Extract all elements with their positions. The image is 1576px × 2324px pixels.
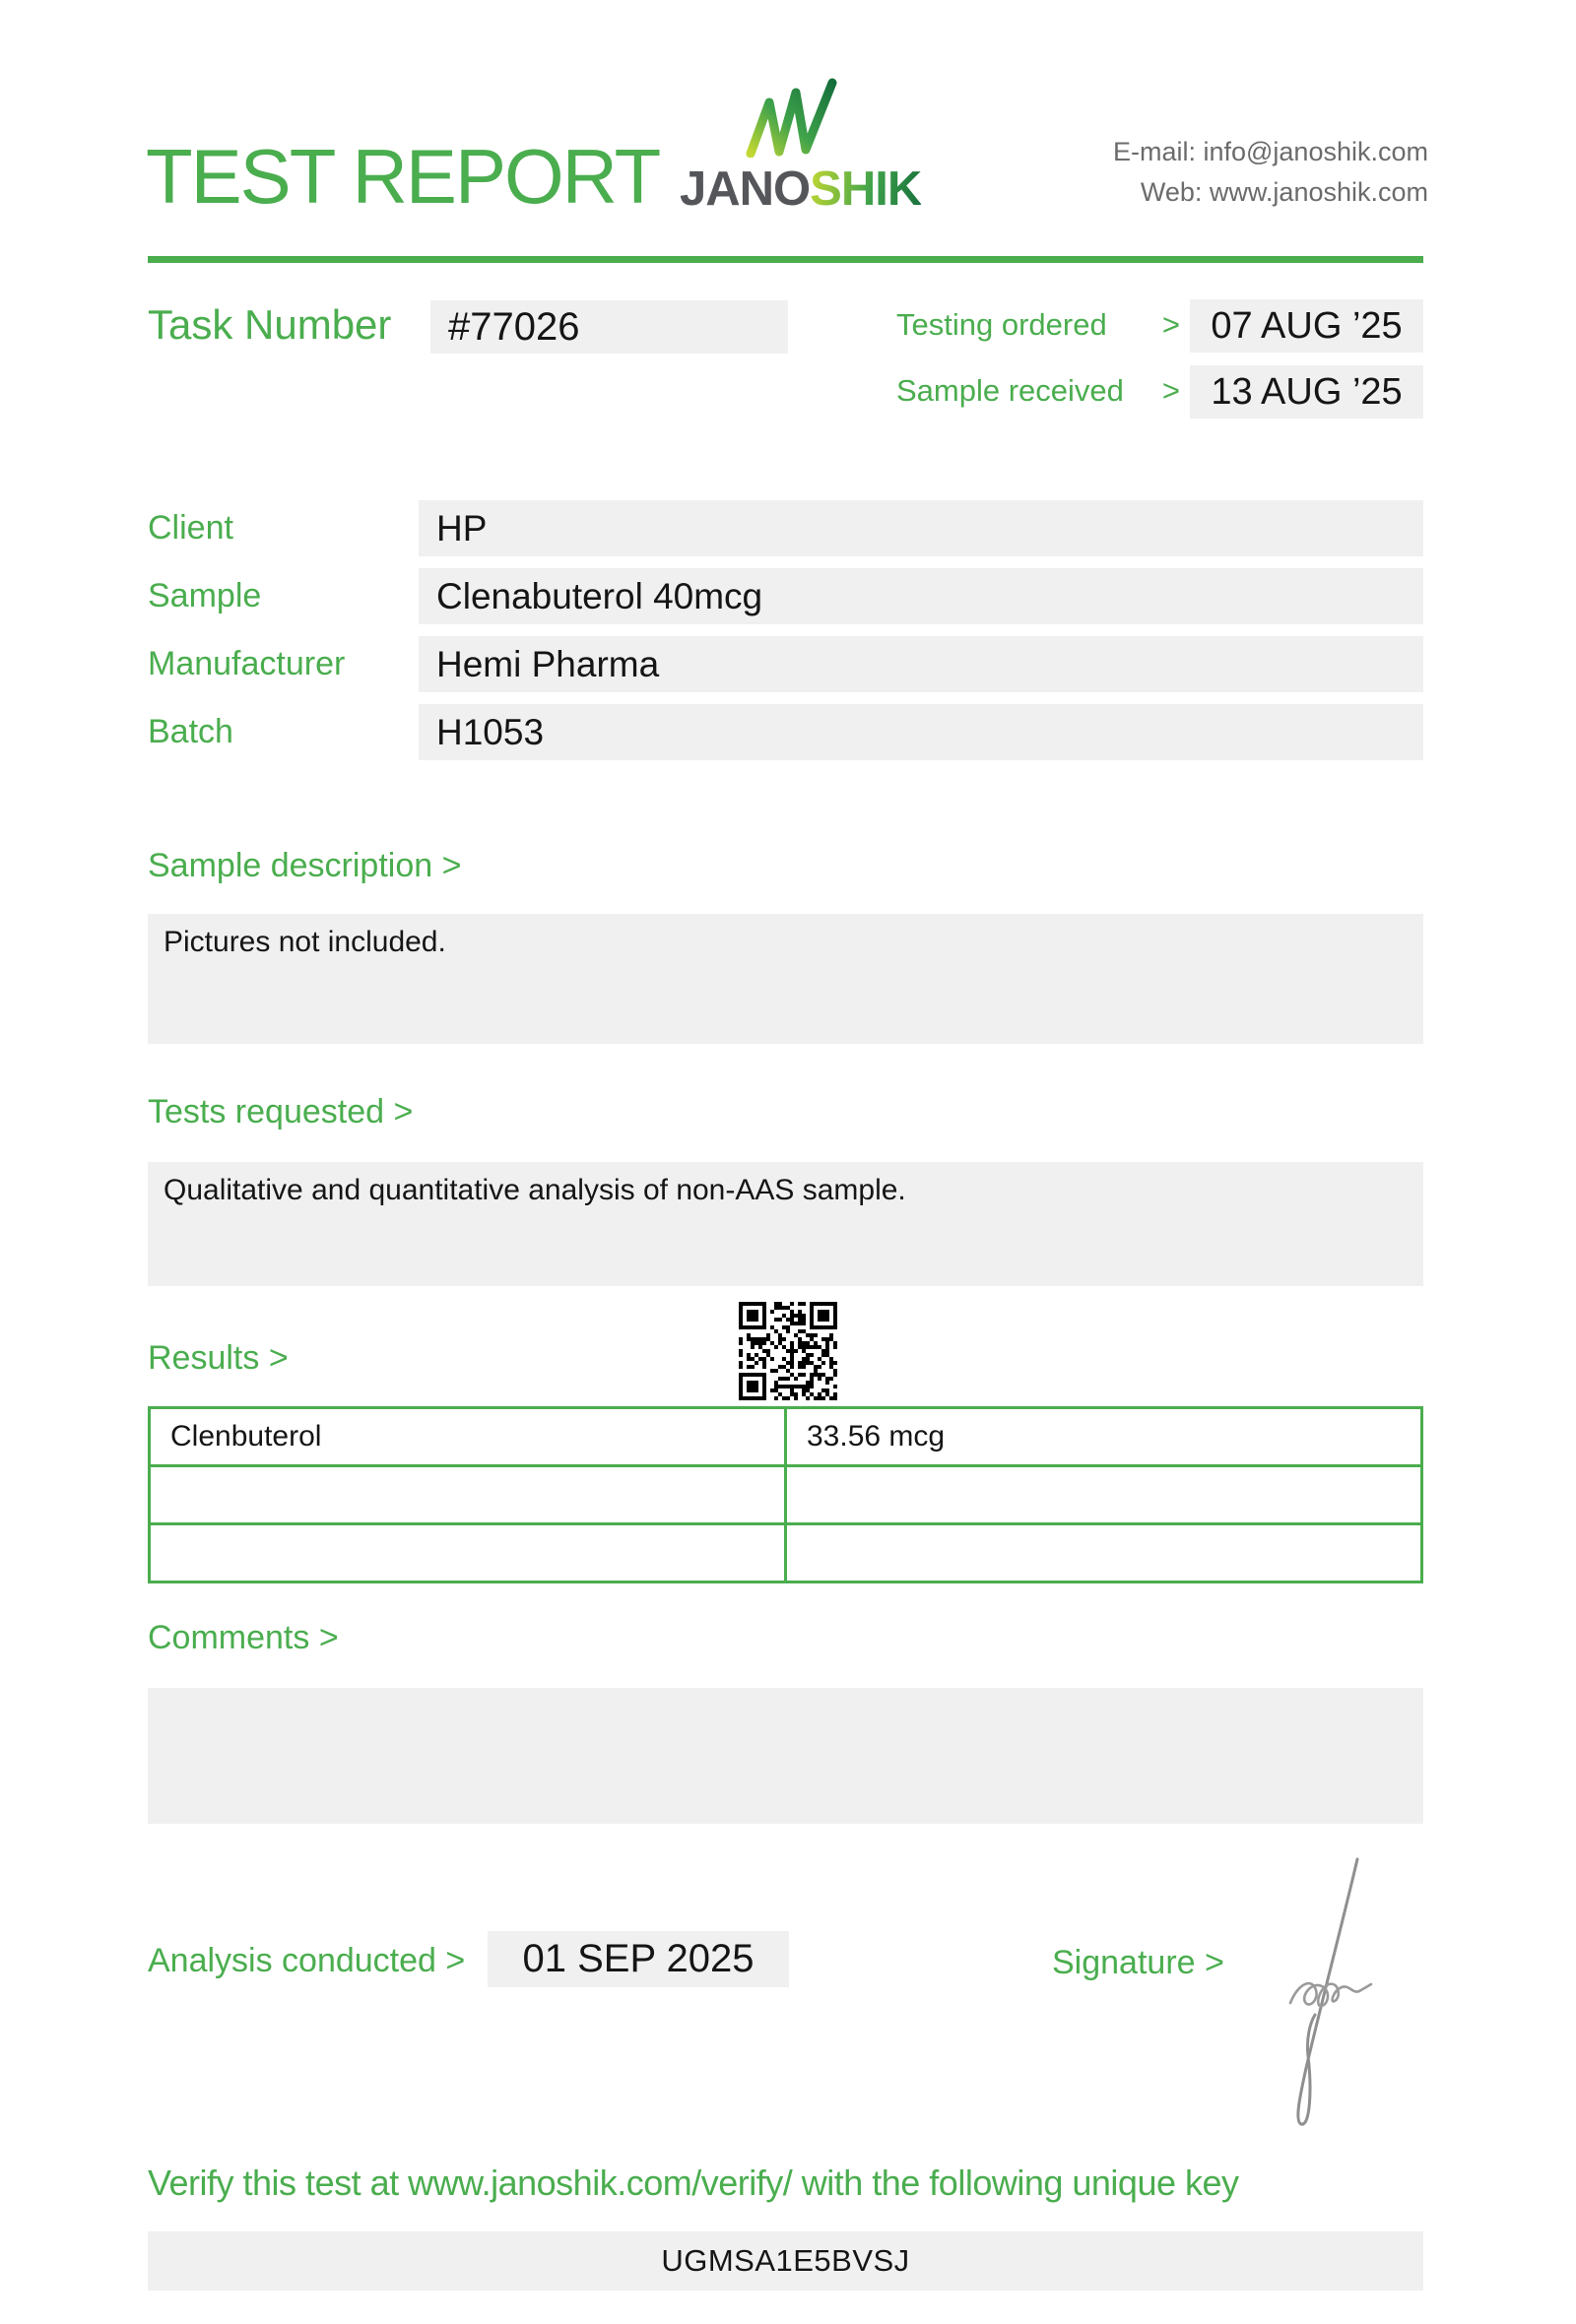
batch-label: Batch <box>148 713 233 750</box>
testing-ordered-label <box>896 307 1180 343</box>
comments-box <box>148 1688 1423 1824</box>
info-row-client <box>148 500 1423 556</box>
results-row-3 <box>150 1524 1422 1582</box>
tests-requested-box: Qualitative and quantitative analysis of non-AAS sample. <box>148 1162 1423 1286</box>
testing-ordered-value: 07 AUG ’25 <box>1190 299 1423 353</box>
sample-received-text: Sample received <box>896 373 1124 408</box>
logo-text-jano: JANO <box>680 162 811 216</box>
janoshik-logo <box>680 77 922 216</box>
testing-ordered-text: Testing ordered <box>896 307 1107 342</box>
logo-text-shik: SHIK <box>810 162 922 216</box>
sample-description-heading: Sample description > <box>148 847 462 884</box>
analysis-conducted-label: Analysis conducted > <box>148 1942 466 1979</box>
qr-code <box>739 1302 837 1400</box>
info-row-manufacturer <box>148 636 1423 692</box>
manufacturer-label: Manufacturer <box>148 645 346 682</box>
analysis-conducted-value: 01 SEP 2025 <box>488 1931 789 1987</box>
batch-value: H1053 <box>419 704 1423 760</box>
verify-instruction: Verify this test at www.janoshik.com/verify/ with the following unique key <box>148 2163 1239 2203</box>
results-row-2 <box>150 1466 1422 1524</box>
results-heading: Results > <box>148 1339 289 1377</box>
logo-chart-icon <box>744 77 842 158</box>
client-value: HP <box>419 500 1423 556</box>
client-label: Client <box>148 509 233 547</box>
sample-received-label <box>896 373 1180 409</box>
results-row-1 <box>150 1408 1422 1466</box>
result-analyte: Clenbuterol <box>150 1408 786 1466</box>
comments-heading: Comments > <box>148 1619 339 1656</box>
contact-web: Web: www.janoshik.com <box>1140 176 1428 207</box>
sample-received-arrow: > <box>1161 373 1180 408</box>
verify-key: UGMSA1E5BVSJ <box>148 2231 1423 2291</box>
manufacturer-value: Hemi Pharma <box>419 636 1423 692</box>
contact-info <box>1113 132 1428 212</box>
sample-received-value: 13 AUG ’25 <box>1190 365 1423 419</box>
result-value: 33.56 mcg <box>786 1408 1422 1466</box>
logo-wordmark <box>680 162 922 216</box>
signature-scribble <box>1261 1853 1394 2139</box>
result-analyte-empty <box>150 1524 786 1582</box>
info-row-sample <box>148 568 1423 624</box>
sample-value: Clenabuterol 40mcg <box>419 568 1423 624</box>
task-number-label: Task Number <box>148 301 392 348</box>
sample-label: Sample <box>148 577 262 614</box>
task-number-value: #77026 <box>430 300 788 354</box>
tests-requested-heading: Tests requested > <box>148 1093 414 1130</box>
sample-description-box: Pictures not included. <box>148 914 1423 1044</box>
page-title: TEST REPORT <box>146 133 660 220</box>
contact-email: E-mail: info@janoshik.com <box>1112 137 1428 166</box>
header-divider <box>148 256 1423 263</box>
testing-ordered-arrow: > <box>1161 307 1180 342</box>
result-value-empty <box>786 1466 1422 1524</box>
result-analyte-empty <box>150 1466 786 1524</box>
result-value-empty <box>786 1524 1422 1582</box>
info-row-batch <box>148 704 1423 760</box>
results-table <box>148 1406 1423 1583</box>
signature-label: Signature > <box>1052 1944 1224 1981</box>
